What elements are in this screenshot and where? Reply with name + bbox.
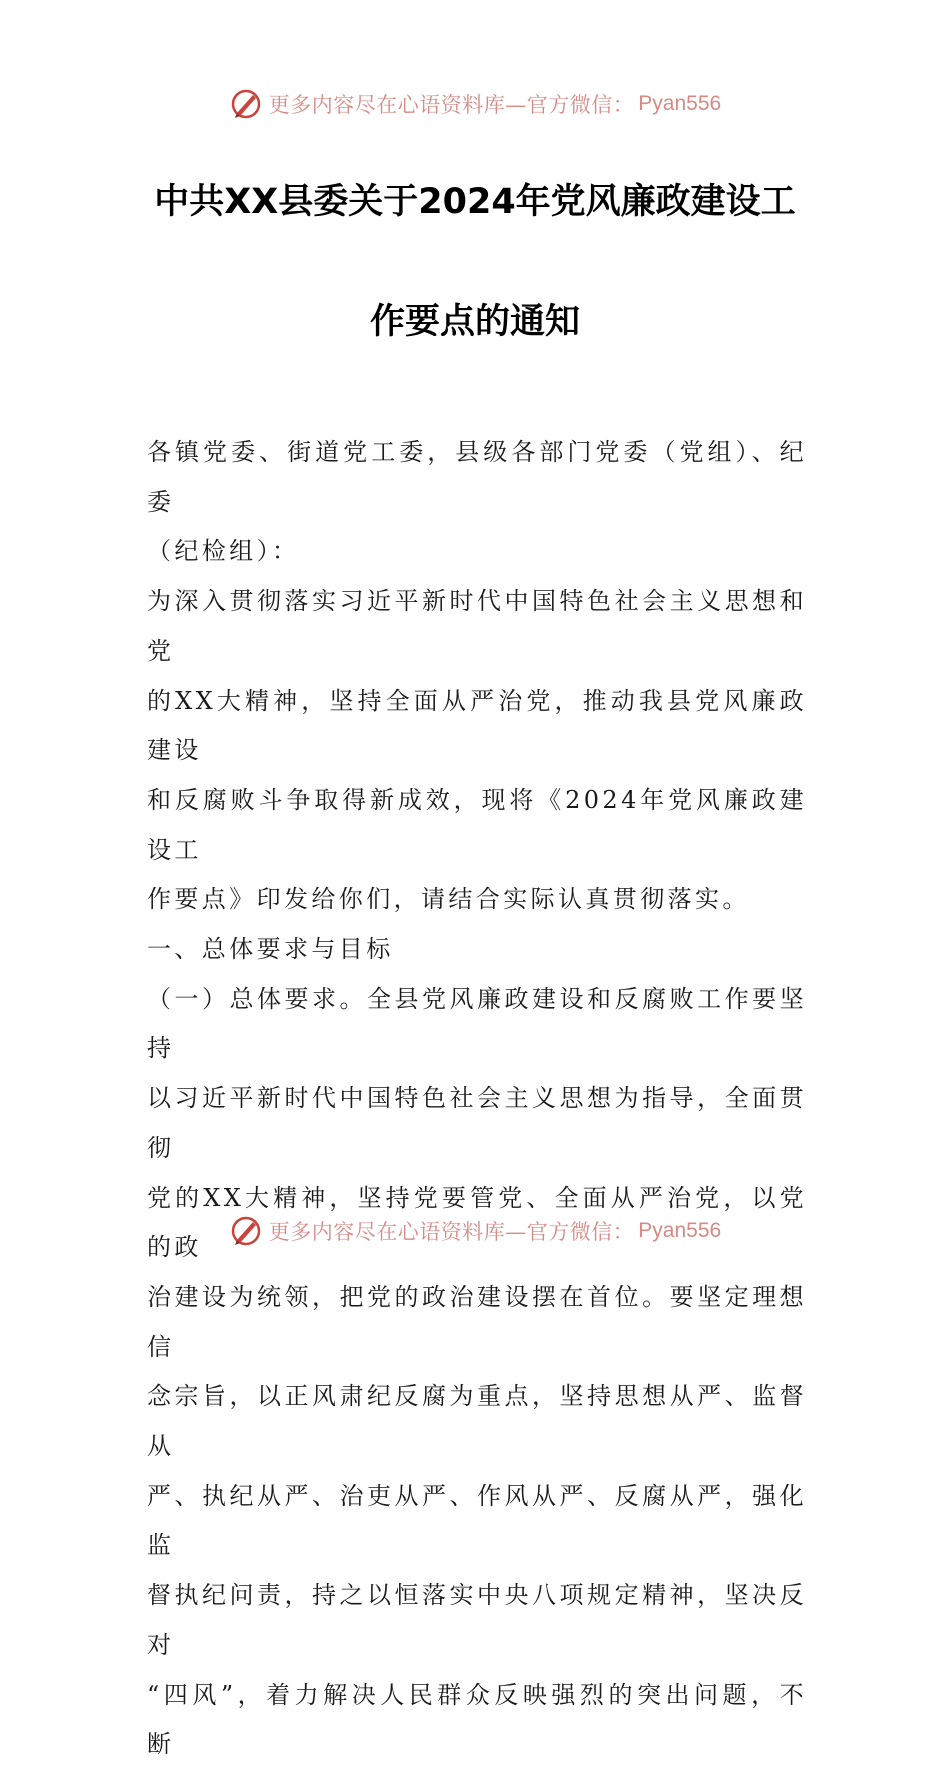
body-line: 念宗旨，以正风肃纪反腐为重点，坚持思想从严、监督从 — [147, 1382, 807, 1461]
watermark-footer — [0, 1211, 950, 1251]
document-body — [147, 428, 807, 1770]
watermark-text: 更多内容尽在心语资料库—官方微信： — [268, 1220, 635, 1244]
body-line: 督执纪问责，持之以恒落实中央八项规定精神，坚决反对 — [147, 1581, 807, 1659]
body-line: 为深入贯彻落实习近平新时代中国特色社会主义思想和党 — [147, 587, 807, 665]
body-line: 各镇党委、街道党工委，县级各部门党委（党组）、纪委 — [147, 438, 807, 516]
body-line: 的XX大精神，坚持全面从严治党，推动我县党风廉政建设 — [147, 686, 807, 765]
watermark-wechat-id: Pyan556 — [638, 1219, 722, 1242]
body-line: 作要点》印发给你们，请结合实际认真贯彻落实。 — [147, 885, 750, 914]
document-title-line-2: 作要点的通知 — [369, 302, 580, 342]
body-line: （纪检组）： — [147, 537, 300, 566]
pen-logo-icon — [229, 1214, 263, 1248]
body-line: 治建设为统领，把党的政治建设摆在首位。要坚定理想信 — [147, 1282, 807, 1361]
body-line: 严、执纪从严、治吏从严、作风从严、反腐从严，强化监 — [147, 1481, 807, 1560]
watermark-header — [0, 84, 950, 124]
body-line: 党的XX大精神，坚持党要管党、全面从严治党，以党的政 — [147, 1183, 807, 1262]
body-line: （一）总体要求。全县党风廉政建设和反腐败工作要坚持 — [147, 984, 807, 1063]
document-title-line-1: 中共XX县委关于2024年党风廉政建设工 — [154, 182, 796, 222]
body-line: “四风”，着力解决人民群众反映强烈的突出问题，不断 — [147, 1680, 807, 1759]
body-line: 和反腐败斗争取得新成效，现将《2024年党风廉政建设工 — [147, 785, 807, 864]
watermark-wechat-id: Pyan556 — [638, 92, 722, 115]
pen-logo-icon — [229, 87, 263, 121]
section-heading: 一、总体要求与目标 — [147, 935, 394, 964]
watermark-text: 更多内容尽在心语资料库—官方微信： — [268, 93, 635, 117]
body-line: 以习近平新时代中国特色社会主义思想为指导，全面贯彻 — [147, 1084, 807, 1162]
